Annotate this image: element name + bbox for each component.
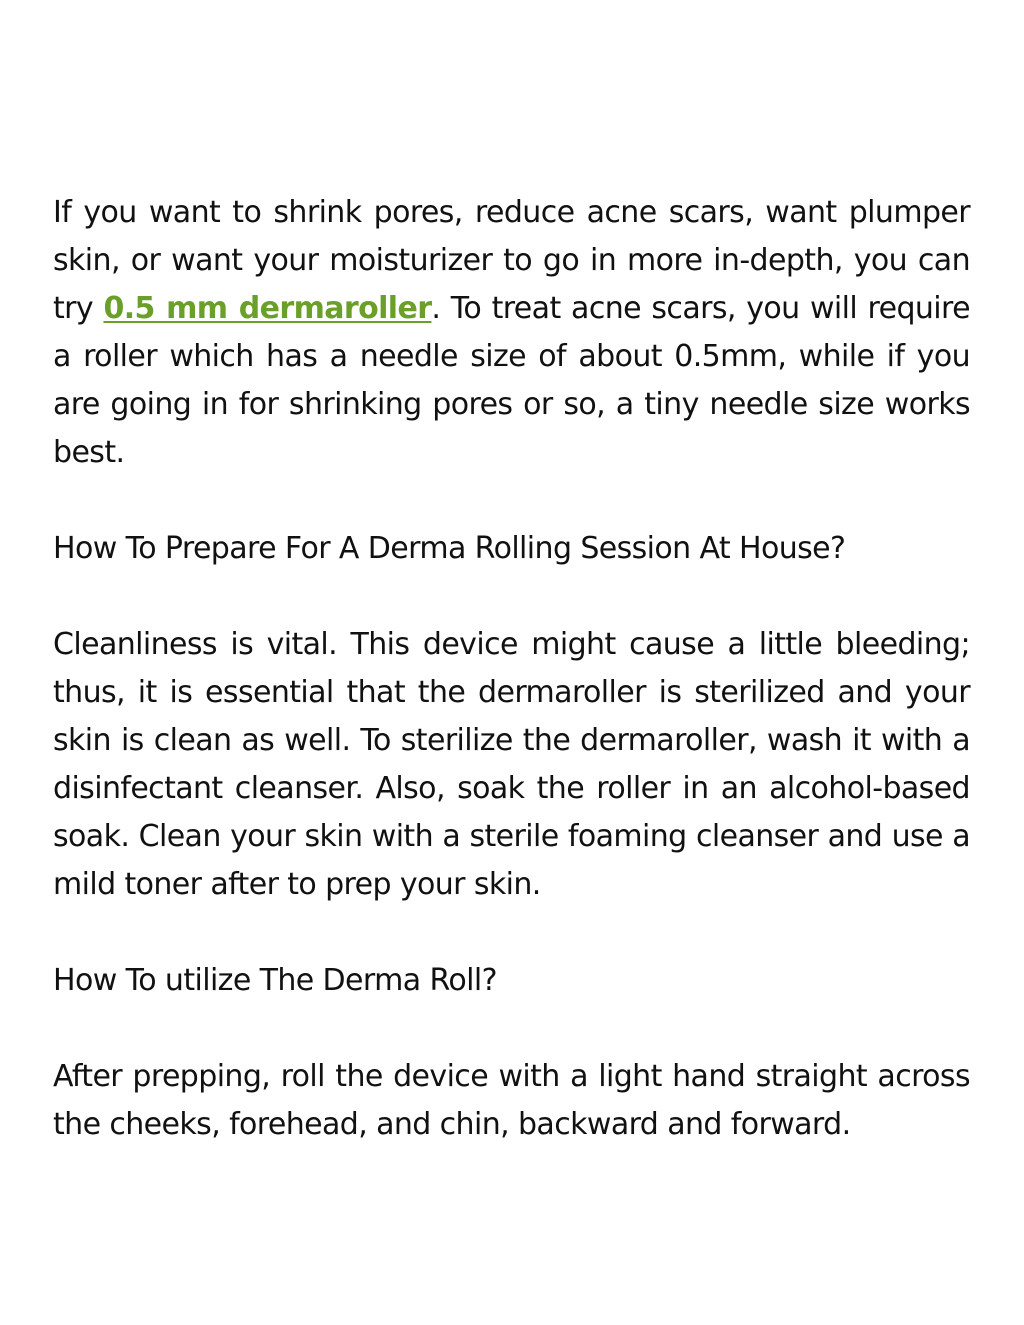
spacer (53, 477, 970, 525)
section-heading-prepare: How To Prepare For A Derma Rolling Session At House? (53, 531, 846, 566)
intro-text-before-link: If you want to shrink pores, reduce acne scars, want plumper skin, or want your moisturizer to go in more in-depth, you can try (53, 195, 970, 326)
usage-paragraph: After prepping, roll the device with a light hand straight across the cheeks, forehead, and chin, backward and forward. (53, 1059, 970, 1142)
intro-paragraph (53, 189, 970, 477)
cleanliness-paragraph: Cleanliness is vital. This device might cause a little bleeding; thus, it is essential that the dermaroller is sterilized and your skin is clean as well. To sterilize the dermaroller, wash it with a disinfectant cleanser. Also, soak the roller in an alcohol-based soak. Clean your skin with a sterile foaming cleanser and use a mild toner after to prep your skin. (53, 627, 970, 902)
spacer (53, 573, 970, 621)
section-heading-utilize: How To utilize The Derma Roll? (53, 963, 497, 998)
spacer (53, 909, 970, 957)
dermaroller-link[interactable]: 0.5 mm dermaroller (103, 291, 432, 326)
spacer (53, 1005, 970, 1053)
intro-text-after-link: . To treat acne scars, you will require a roller which has a needle size of about 0.5mm, while if you are going in for shrinking pores or so, a tiny needle size works best. (53, 291, 970, 470)
document-body (53, 189, 970, 1149)
